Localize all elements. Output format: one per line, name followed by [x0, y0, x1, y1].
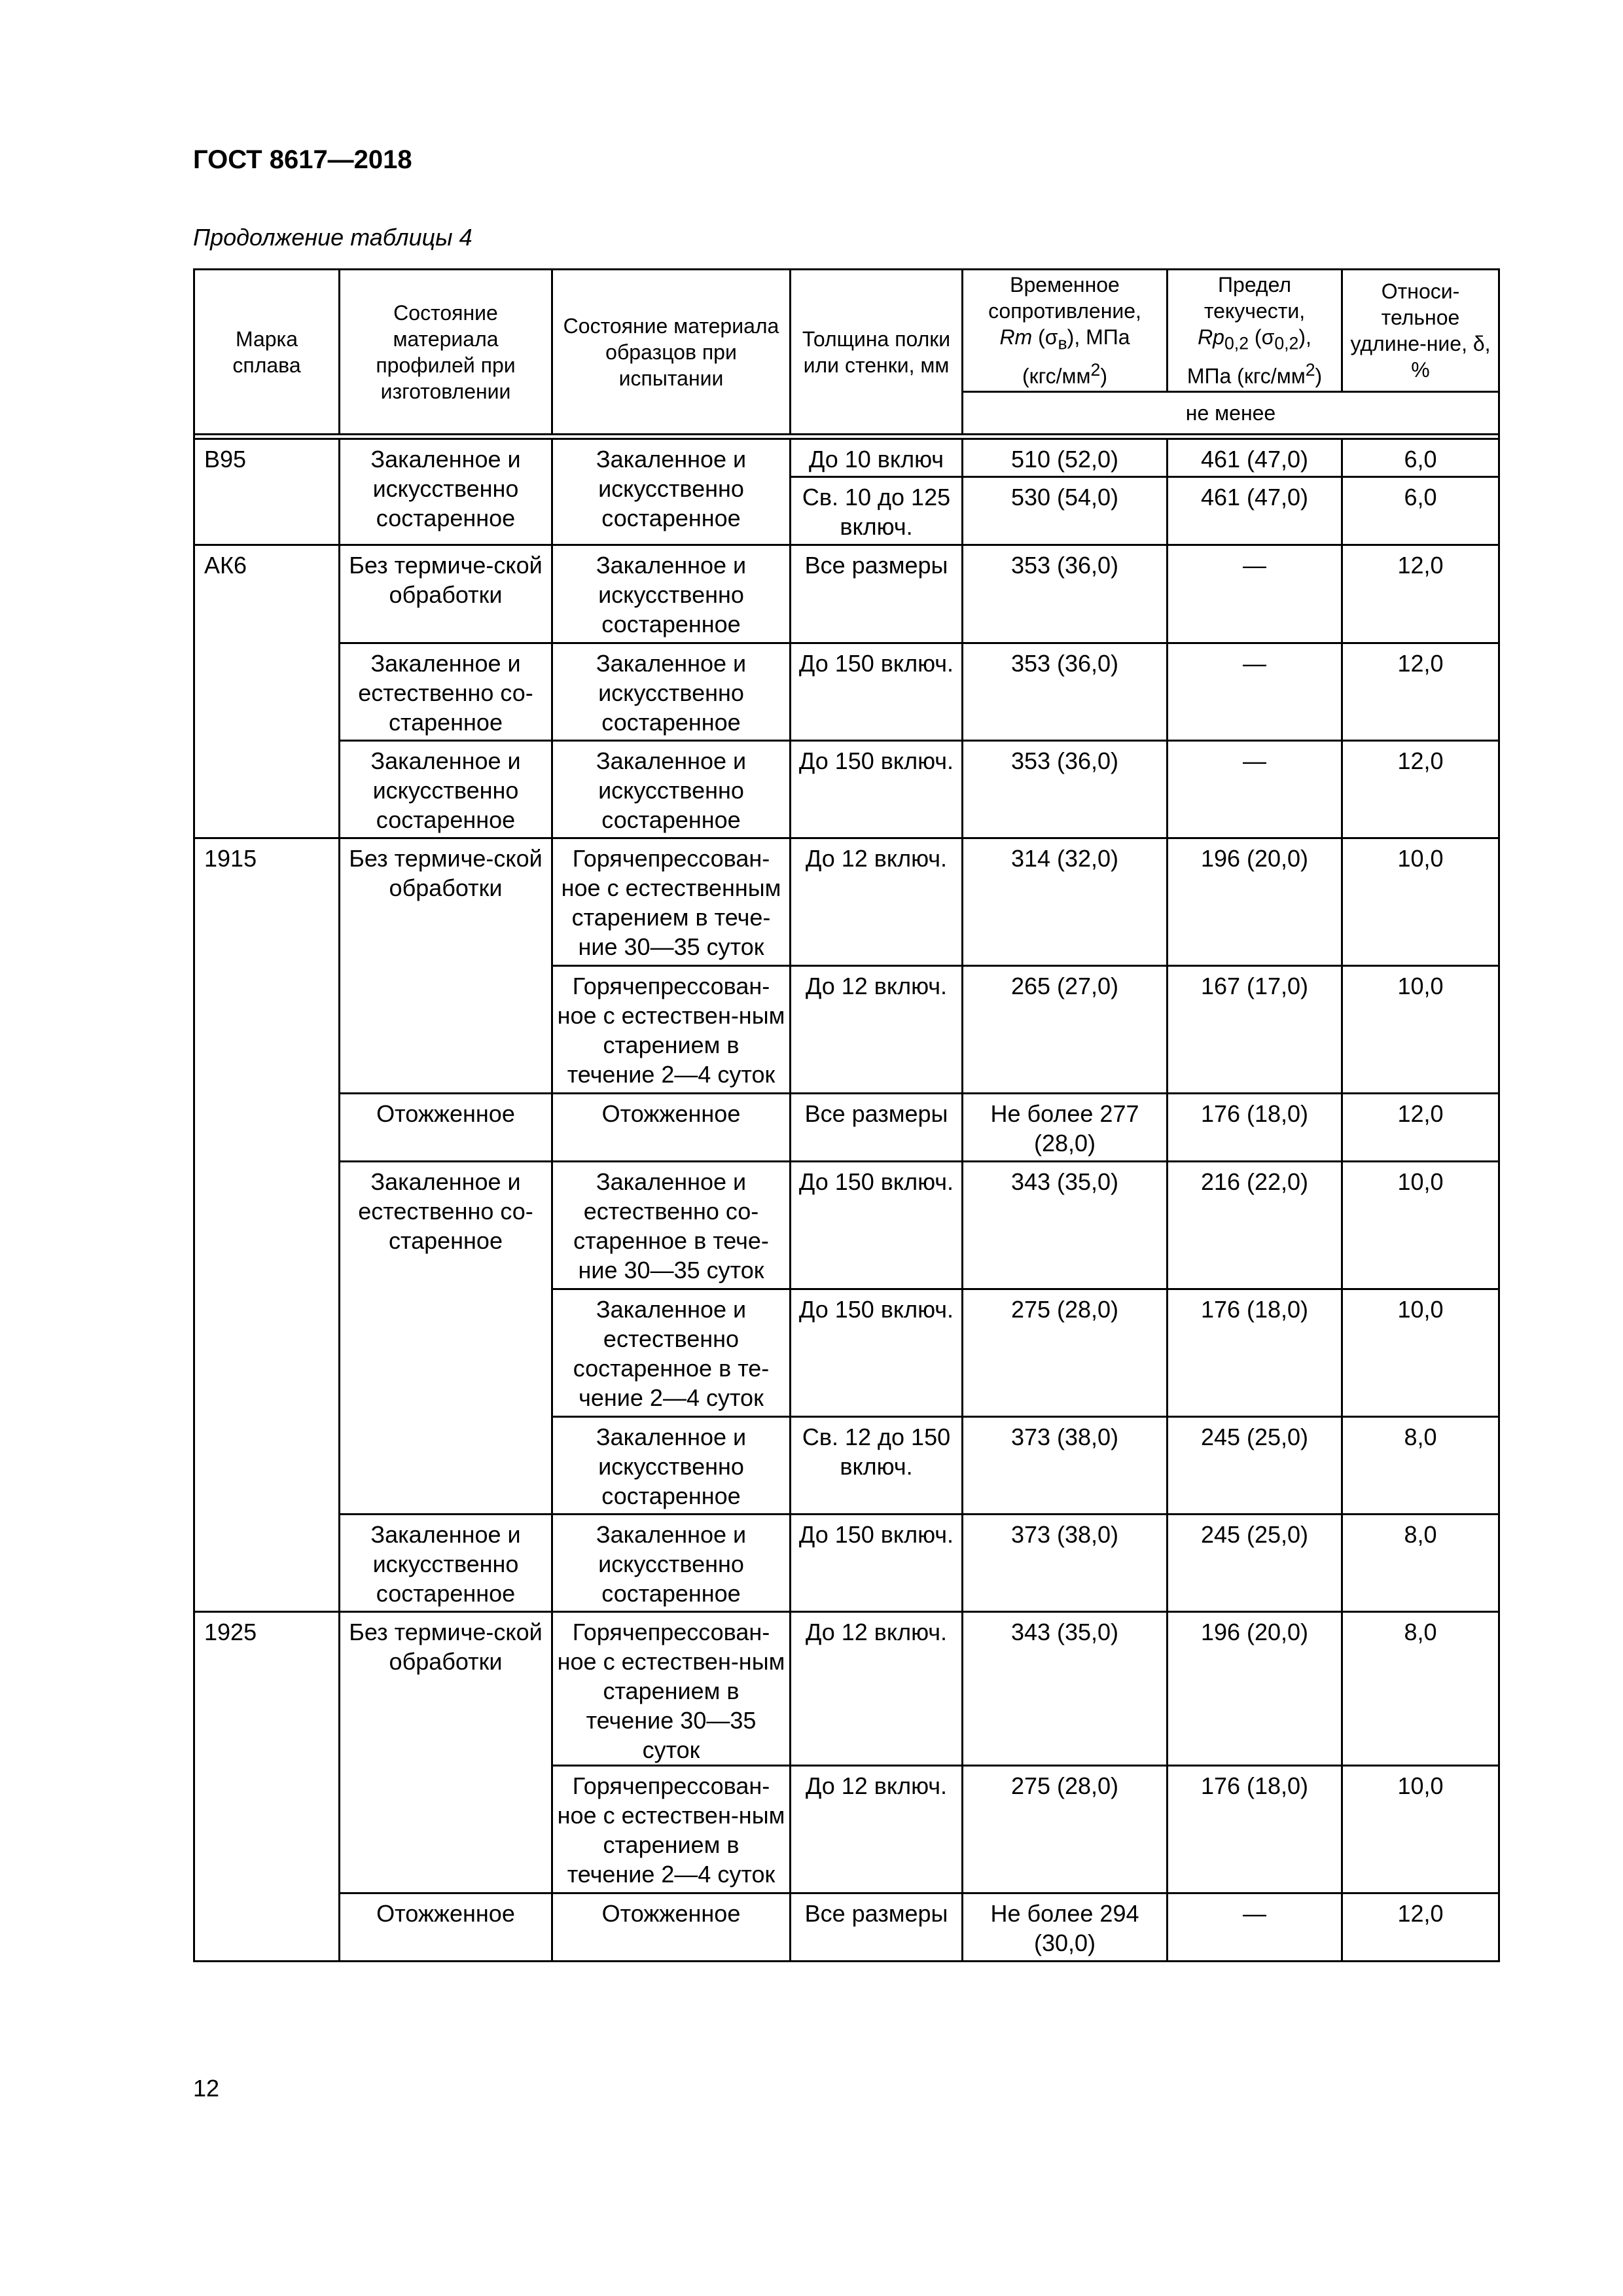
- elongation-cell: 12,0: [1342, 1094, 1499, 1162]
- sample-condition-cell: Закаленное и искусственно состаренное: [552, 1515, 791, 1612]
- tensile-cell: Не более 294 (30,0): [963, 1893, 1168, 1962]
- yield-cell: 167 (17,0): [1168, 966, 1342, 1094]
- profile-condition-cell: Закаленное и искусственно состаренное: [340, 741, 552, 838]
- table-row: [194, 545, 1499, 643]
- elongation-cell: 6,0: [1342, 477, 1499, 545]
- sample-condition-cell: Горячепрессован-ное с естествен-ным старением в течение 2—4 суток: [552, 966, 791, 1094]
- sample-condition-cell: Закаленное и естественно состаренное в те-чение 2—4 суток: [552, 1289, 791, 1417]
- sample-condition-cell: Закаленное и искусственно состаренное: [552, 439, 791, 545]
- table-row: [194, 1612, 1499, 1766]
- tensile-cell: 530 (54,0): [963, 477, 1168, 545]
- profile-condition-cell: Закаленное и естественно со-старенное: [340, 643, 552, 741]
- table-body: [194, 439, 1499, 1962]
- sample-condition-cell: Закаленное и искусственно состаренное: [552, 643, 791, 741]
- elongation-cell: 8,0: [1342, 1417, 1499, 1515]
- thickness-cell: До 150 включ.: [791, 1162, 963, 1289]
- yield-cell: 196 (20,0): [1168, 838, 1342, 966]
- thickness-cell: До 150 включ.: [791, 643, 963, 741]
- properties-table: [193, 268, 1500, 1962]
- thickness-cell: До 12 включ.: [791, 1612, 963, 1766]
- col-header-yield-strength: Предел текучести, $Rp_{0,2}$ $(\sigma_{0,2})$, МПа $(кгс/мм^2)$: [1168, 270, 1342, 392]
- grade-cell: АК6: [194, 545, 340, 838]
- sample-condition-cell: Отожженное: [552, 1094, 791, 1162]
- table-row: [194, 741, 1499, 838]
- elongation-cell: 6,0: [1342, 439, 1499, 477]
- col-header-profile-condition: Состояние материала профилей при изготовлении: [340, 270, 552, 435]
- yield-cell: 461 (47,0): [1168, 477, 1342, 545]
- yield-cell: —: [1168, 1893, 1342, 1962]
- tensile-cell: 265 (27,0): [963, 966, 1168, 1094]
- col-header-sample-condition: Состояние материала образцов при испытании: [552, 270, 791, 435]
- thickness-cell: До 12 включ.: [791, 966, 963, 1094]
- tensile-cell: 314 (32,0): [963, 838, 1168, 966]
- yield-cell: —: [1168, 545, 1342, 643]
- col-header-grade: Марка сплава: [194, 270, 340, 435]
- table-caption: Продолжение таблицы 4: [193, 224, 473, 251]
- col-header-elongation: Относи-тельное удлине-ние, δ, %: [1342, 270, 1499, 392]
- yield-cell: 245 (25,0): [1168, 1515, 1342, 1612]
- grade-cell: 1925: [194, 1612, 340, 1962]
- profile-condition-cell: Отожженное: [340, 1893, 552, 1962]
- sample-condition-cell: Горячепрессован-ное с естествен-ным старением в течение 30—35 суток: [552, 1612, 791, 1766]
- document-code: ГОСТ 8617—2018: [193, 145, 412, 174]
- page-number: 12: [193, 2075, 220, 2102]
- elongation-cell: 12,0: [1342, 643, 1499, 741]
- elongation-cell: 12,0: [1342, 741, 1499, 838]
- sample-condition-cell: Горячепрессован-ное с естественным старением в тече-ние 30—35 суток: [552, 838, 791, 966]
- thickness-cell: Св. 12 до 150 включ.: [791, 1417, 963, 1515]
- thickness-cell: До 150 включ.: [791, 1289, 963, 1417]
- elongation-cell: 8,0: [1342, 1515, 1499, 1612]
- tensile-cell: 275 (28,0): [963, 1289, 1168, 1417]
- thickness-cell: Все размеры: [791, 545, 963, 643]
- table-row: [194, 439, 1499, 477]
- thickness-cell: Все размеры: [791, 1893, 963, 1962]
- thickness-cell: До 150 включ.: [791, 741, 963, 838]
- table-row: [194, 643, 1499, 741]
- table-row: [194, 838, 1499, 966]
- profile-condition-cell: Отожженное: [340, 1094, 552, 1162]
- table-row: [194, 1162, 1499, 1289]
- thickness-cell: До 150 включ.: [791, 1515, 963, 1612]
- profile-condition-cell: Закаленное и естественно со-старенное: [340, 1162, 552, 1515]
- sample-condition-cell: Закаленное и искусственно состаренное: [552, 1417, 791, 1515]
- tensile-cell: 353 (36,0): [963, 741, 1168, 838]
- yield-cell: —: [1168, 643, 1342, 741]
- tensile-cell: 373 (38,0): [963, 1417, 1168, 1515]
- tensile-cell: Не более 277 (28,0): [963, 1094, 1168, 1162]
- elongation-cell: 10,0: [1342, 838, 1499, 966]
- profile-condition-cell: Закаленное и искусственно состаренное: [340, 1515, 552, 1612]
- elongation-cell: 10,0: [1342, 1162, 1499, 1289]
- yield-cell: 176 (18,0): [1168, 1766, 1342, 1893]
- yield-cell: 176 (18,0): [1168, 1094, 1342, 1162]
- col-header-tensile-strength: Временное сопротивление, Rm $(\sigma_в)$, МПа $(кгс/мм^2)$: [963, 270, 1168, 392]
- sample-condition-cell: Горячепрессован-ное с естествен-ным старением в течение 2—4 суток: [552, 1766, 791, 1893]
- grade-cell: В95: [194, 439, 340, 545]
- yield-cell: 176 (18,0): [1168, 1289, 1342, 1417]
- yield-cell: 461 (47,0): [1168, 439, 1342, 477]
- sample-condition-cell: Закаленное и искусственно состаренное: [552, 741, 791, 838]
- thickness-cell: Св. 10 до 125 включ.: [791, 477, 963, 545]
- sample-condition-cell: Закаленное и искусственно состаренное: [552, 545, 791, 643]
- elongation-cell: 10,0: [1342, 1289, 1499, 1417]
- profile-condition-cell: Закаленное и искусственно состаренное: [340, 439, 552, 545]
- elongation-cell: 8,0: [1342, 1612, 1499, 1766]
- thickness-cell: До 12 включ.: [791, 838, 963, 966]
- profile-condition-cell: Без термиче-ской обработки: [340, 545, 552, 643]
- tensile-cell: 373 (38,0): [963, 1515, 1168, 1612]
- tensile-cell: 275 (28,0): [963, 1766, 1168, 1893]
- table-row: [194, 1893, 1499, 1962]
- thickness-cell: До 12 включ.: [791, 1766, 963, 1893]
- tensile-cell: 343 (35,0): [963, 1612, 1168, 1766]
- yield-cell: —: [1168, 741, 1342, 838]
- table-row: [194, 1515, 1499, 1612]
- profile-condition-cell: Без термиче-ской обработки: [340, 838, 552, 1094]
- tensile-cell: 353 (36,0): [963, 643, 1168, 741]
- elongation-cell: 10,0: [1342, 1766, 1499, 1893]
- yield-cell: 196 (20,0): [1168, 1612, 1342, 1766]
- yield-cell: 245 (25,0): [1168, 1417, 1342, 1515]
- tensile-cell: 510 (52,0): [963, 439, 1168, 477]
- profile-condition-cell: Без термиче-ской обработки: [340, 1612, 552, 1893]
- sample-condition-cell: Закаленное и естественно со-старенное в тече-ние 30—35 суток: [552, 1162, 791, 1289]
- thickness-cell: Все размеры: [791, 1094, 963, 1162]
- grade-cell: 1915: [194, 838, 340, 1612]
- elongation-cell: 12,0: [1342, 545, 1499, 643]
- tensile-cell: 353 (36,0): [963, 545, 1168, 643]
- tensile-cell: 343 (35,0): [963, 1162, 1168, 1289]
- elongation-cell: 12,0: [1342, 1893, 1499, 1962]
- thickness-cell: До 10 включ: [791, 439, 963, 477]
- elongation-cell: 10,0: [1342, 966, 1499, 1094]
- min-values-label: не менее: [963, 392, 1499, 435]
- table-row: [194, 1094, 1499, 1162]
- col-header-thickness: Толщина полки или стенки, мм: [791, 270, 963, 435]
- sample-condition-cell: Отожженное: [552, 1893, 791, 1962]
- yield-cell: 216 (22,0): [1168, 1162, 1342, 1289]
